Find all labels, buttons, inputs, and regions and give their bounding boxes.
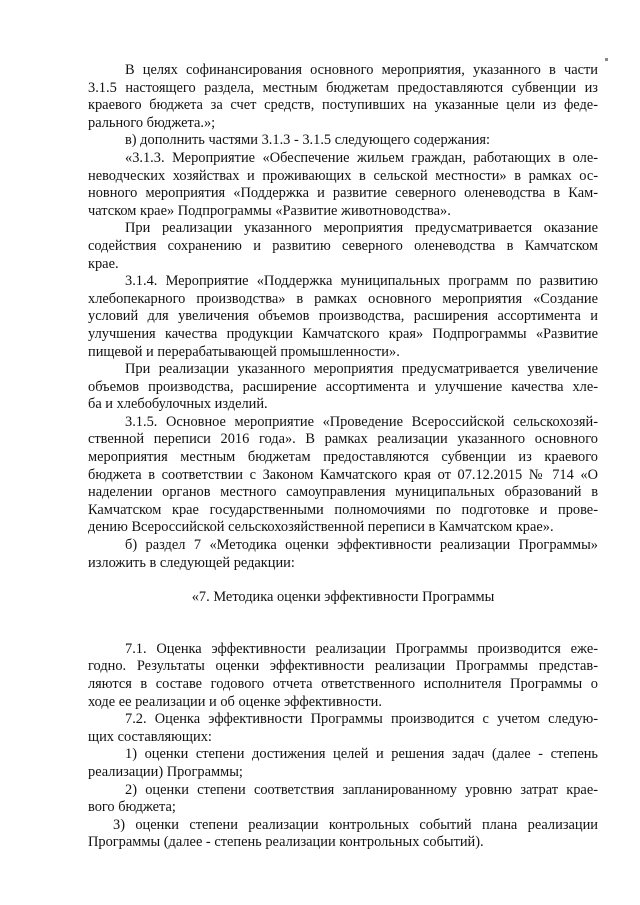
scan-speck	[605, 58, 608, 61]
paragraph	[88, 361, 598, 414]
text-line: 3.1.5 настоящего раздела, местным бюджетам предоставляются субвенции из	[88, 79, 598, 96]
text-line: ляются в составе годового отчета ответственного исполнителя Программы о	[88, 676, 598, 692]
text-line: улучшения качества продукции Камчатского края» Подпрограммы «Развитие	[88, 325, 598, 342]
paragraph	[88, 62, 598, 132]
paragraph	[88, 150, 598, 220]
text-line: 7.2. Оценка эффективности Программы производится с учетом следую-	[125, 711, 598, 728]
paragraph	[88, 537, 598, 572]
paragraph	[88, 817, 598, 852]
text-line: Программы (далее - степень реализации контрольных событий).	[88, 834, 484, 851]
text-line: крае.	[88, 255, 119, 272]
text-line: 3) оценки степени реализации контрольных событий плана реализации	[113, 816, 598, 833]
text-line: объемов производства, расширение ассортимента и улучшение качества хле-	[88, 378, 598, 395]
text-line: наделении органов местного самоуправления муниципальных образований в	[88, 484, 598, 501]
paragraph	[88, 132, 598, 150]
text-line: условий для увеличения объемов производства, расширения ассортимента и	[88, 308, 598, 325]
paragraph	[88, 711, 598, 746]
paragraph	[88, 414, 598, 537]
text-line: 3.1.4. Мероприятие «Поддержка муниципальных программ по развитию	[125, 273, 598, 290]
text-line: чатском крае» Подпрограммы «Развитие животноводства».	[88, 202, 451, 219]
section-heading	[88, 589, 598, 607]
text-line: Камчатском крае государственными полномочиями по подготовке и прове-	[88, 501, 598, 518]
text-line: годно. Результаты оценки эффективности реализации Программы представ-	[88, 658, 598, 675]
text-line: рального бюджета.»;	[88, 114, 216, 131]
paragraph	[88, 641, 598, 711]
text-line: В целях софинансирования основного мероприятия, указанного в части	[125, 62, 598, 78]
text-line: хлебопекарного производства» в рамках основного мероприятия «Создание	[88, 290, 598, 307]
text-line: краевого бюджета за счет средств, поступивших на указанные цели из феде-	[88, 97, 598, 114]
text-line: ходе ее реализации и об оценке эффективности.	[88, 693, 382, 710]
paragraph	[88, 782, 598, 817]
text-line: изложить в следующей редакции:	[88, 554, 295, 571]
paragraph	[88, 273, 598, 361]
text-line: б) раздел 7 «Методика оценки эффективности реализации Программы»	[125, 537, 598, 554]
heading-text: «7. Методика оценки эффективности Программы	[191, 589, 495, 606]
paragraph	[88, 746, 598, 781]
text-line: мероприятия местным бюджетам предоставляются субвенции из краевого	[88, 449, 598, 466]
text-line: в) дополнить частями 3.1.3 - 3.1.5 следующего содержания:	[125, 132, 490, 149]
paragraph	[88, 220, 598, 273]
document-body	[88, 62, 598, 852]
text-line: 2) оценки степени соответствия запланированному уровню затрат крае-	[125, 781, 598, 798]
text-line: новного мероприятия «Поддержка и развитие северного оленеводства в Кам-	[88, 185, 598, 202]
text-line: «3.1.3. Мероприятие «Обеспечение жильем граждан, работающих в оле-	[125, 149, 598, 166]
text-line: неводческих хозяйствах и проживающих в сельской местности» в рамках ос-	[88, 167, 598, 184]
text-line: При реализации указанного мероприятия предусматривается увеличение	[125, 361, 598, 378]
text-line: пищевой и перерабатывающей промышленности».	[88, 343, 400, 360]
text-line: бюджета в соответствии с Законом Камчатского края от 07.12.2015 № 714 «О	[88, 466, 598, 483]
text-line: При реализации указанного мероприятия предусматривается оказание	[125, 220, 598, 237]
text-line: дению Всероссийской сельскохозяйственной переписи в Камчатском крае».	[88, 519, 554, 536]
text-line: 3.1.5. Основное мероприятие «Проведение Всероссийской сельскохозяй-	[125, 413, 598, 430]
text-line: 7.1. Оценка эффективности реализации Программы производится еже-	[125, 640, 598, 657]
text-line: ба и хлебобулочных изделий.	[88, 396, 268, 413]
text-line: ственной переписи 2016 года». В рамках реализации указанного основного	[88, 431, 598, 448]
text-line: содействия сохранению и развитию северного оленеводства в Камчатском	[88, 237, 598, 254]
text-line: реализации) Программы;	[88, 763, 243, 780]
text-line: щих составляющих:	[88, 728, 212, 745]
text-line: 1) оценки степени достижения целей и решения задач (далее - степень	[125, 746, 598, 763]
text-line: вого бюджета;	[88, 799, 176, 816]
